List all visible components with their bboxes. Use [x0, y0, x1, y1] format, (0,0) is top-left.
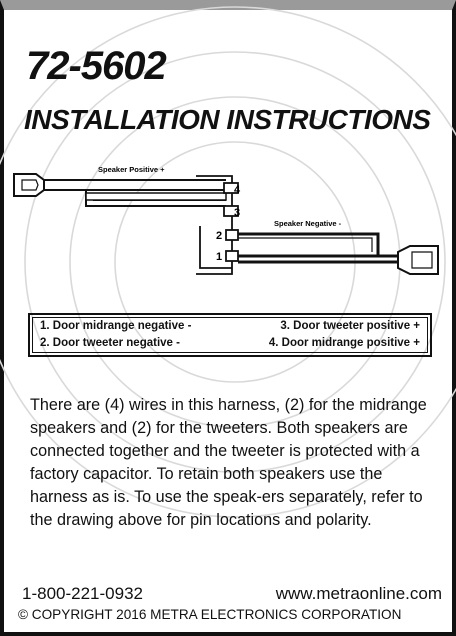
pin-label-4: 4 [234, 184, 241, 196]
copyright-notice: © COPYRIGHT 2016 METRA ELECTRONICS CORPORATION [18, 607, 402, 622]
legend-item-1: 1. Door midrange negative - [40, 320, 192, 332]
pin-label-2: 2 [216, 230, 223, 242]
legend-item-3: 3. Door tweeter positive + [280, 320, 420, 332]
legend-row [36, 318, 424, 335]
instructions-paragraph: There are (4) wires in this harness, (2) for the midrange speakers and (2) for the tweeters. Both speakers are connected together and the tweeter is protected with a factory capacitor. To retain both speakers use the harness as is. To use the speak-ers separately, refer to the drawing above for pin locations and polarity. [30, 396, 427, 529]
speaker-negative-label: Speaker Negative - [274, 219, 342, 228]
legend-item-4: 4. Door midrange positive + [268, 337, 420, 349]
right-terminal [398, 246, 438, 274]
page-title: INSTALLATION INSTRUCTIONS [24, 104, 431, 135]
pin-legend [28, 313, 432, 357]
pin-label-1: 1 [216, 251, 223, 263]
legend-item-2: 2. Door tweeter negative - [40, 337, 180, 349]
speaker-positive-label: Speaker Positive + [98, 165, 165, 174]
part-number: 72-5602 [26, 44, 166, 88]
pin-label-3: 3 [234, 207, 241, 219]
phone-number: 1-800-221-0932 [22, 584, 143, 603]
legend-row [36, 335, 424, 352]
wiring-diagram [0, 150, 456, 300]
left-terminal [14, 174, 44, 196]
website-link[interactable]: www.metraonline.com [275, 584, 442, 603]
